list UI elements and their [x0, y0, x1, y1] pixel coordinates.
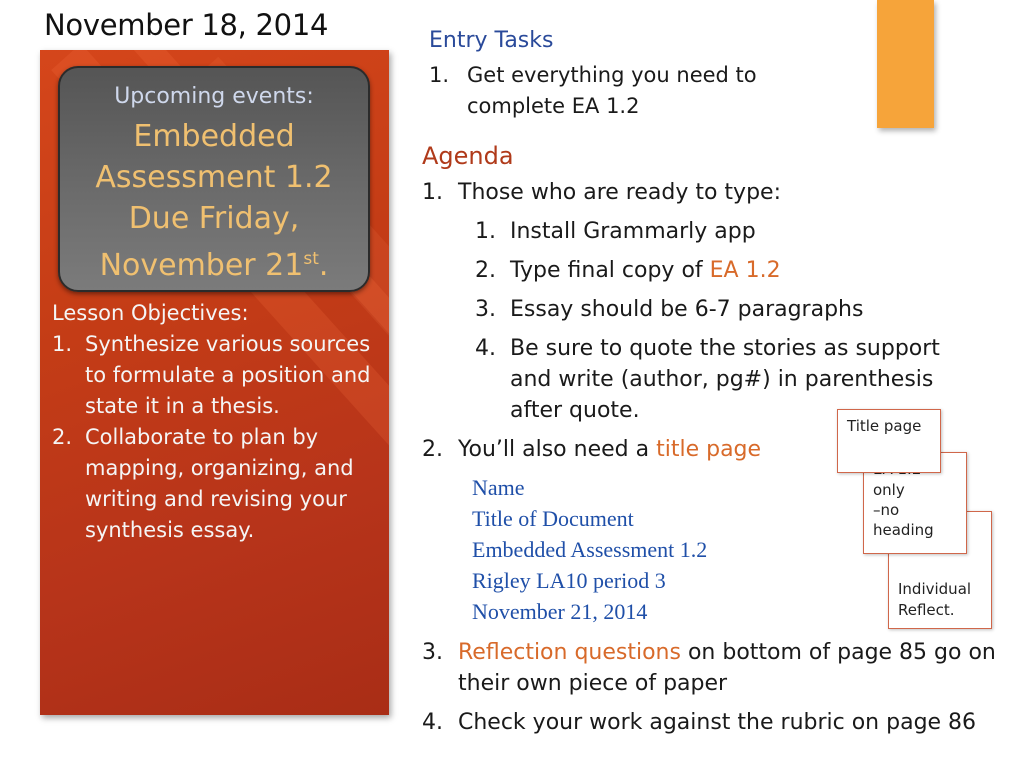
sample-line: Rigley LA10 period 3: [472, 568, 666, 593]
events-heading: Upcoming events:: [114, 84, 314, 109]
orange-accent-bar: [877, 0, 934, 128]
agenda-subitem: 4. Be sure to quote the stories as support and write (author, pg#) in parenthesis after quote.: [475, 336, 940, 423]
lesson-objectives: [52, 298, 387, 546]
ea-page-box: only –no heading: [863, 452, 967, 554]
objectives-title: Lesson Objectives:: [52, 301, 249, 325]
events-line: Due Friday,: [128, 201, 300, 236]
agenda-item: 1. Those who are ready to type:: [422, 180, 781, 205]
agenda-subitem: 1. Install Grammarly app: [475, 219, 756, 244]
events-line: Assessment 1.2: [95, 160, 333, 195]
agenda-item: 4. Check your work against the rubric on page 86: [422, 710, 977, 735]
agenda-sublist: [422, 212, 1022, 430]
agenda-item: 3. Reflection questions on bottom of page 85 go on their own piece of paper: [422, 640, 996, 696]
agenda-subitem: 2. Type final copy of EA 1.2: [475, 258, 781, 283]
agenda-item: 2. You’ll also need a title page: [422, 437, 762, 462]
reflect-page-box: Individual Reflect.: [888, 511, 992, 629]
sample-line: Name: [472, 475, 525, 500]
agenda-continued: [422, 637, 1022, 746]
objective-item: 1. Synthesize various sources to formulate a position and state it in a thesis.: [52, 332, 371, 418]
title-page-box: Title page: [837, 409, 941, 473]
events-line: Embedded: [133, 119, 295, 154]
page-title: November 18, 2014: [44, 8, 329, 42]
sample-line: Embedded Assessment 1.2: [472, 537, 708, 562]
agenda-subitem: 3. Essay should be 6-7 paragraphs: [475, 297, 864, 322]
agenda-title: Agenda: [422, 142, 514, 170]
upcoming-events-box: [58, 66, 370, 292]
entry-task-item: 1. Get everything you need to complete EA 1.2: [429, 63, 757, 118]
events-line: November 21st.: [99, 248, 329, 283]
sample-line: Title of Document: [472, 506, 634, 531]
objective-item: 2. Collaborate to plan by mapping, organizing, and writing and revising your synthesis essay.: [52, 425, 354, 542]
sample-line: November 21, 2014: [472, 599, 648, 624]
title-page-sample: [472, 472, 707, 627]
events-details: [60, 116, 368, 286]
entry-tasks-title: Entry Tasks: [429, 28, 554, 53]
